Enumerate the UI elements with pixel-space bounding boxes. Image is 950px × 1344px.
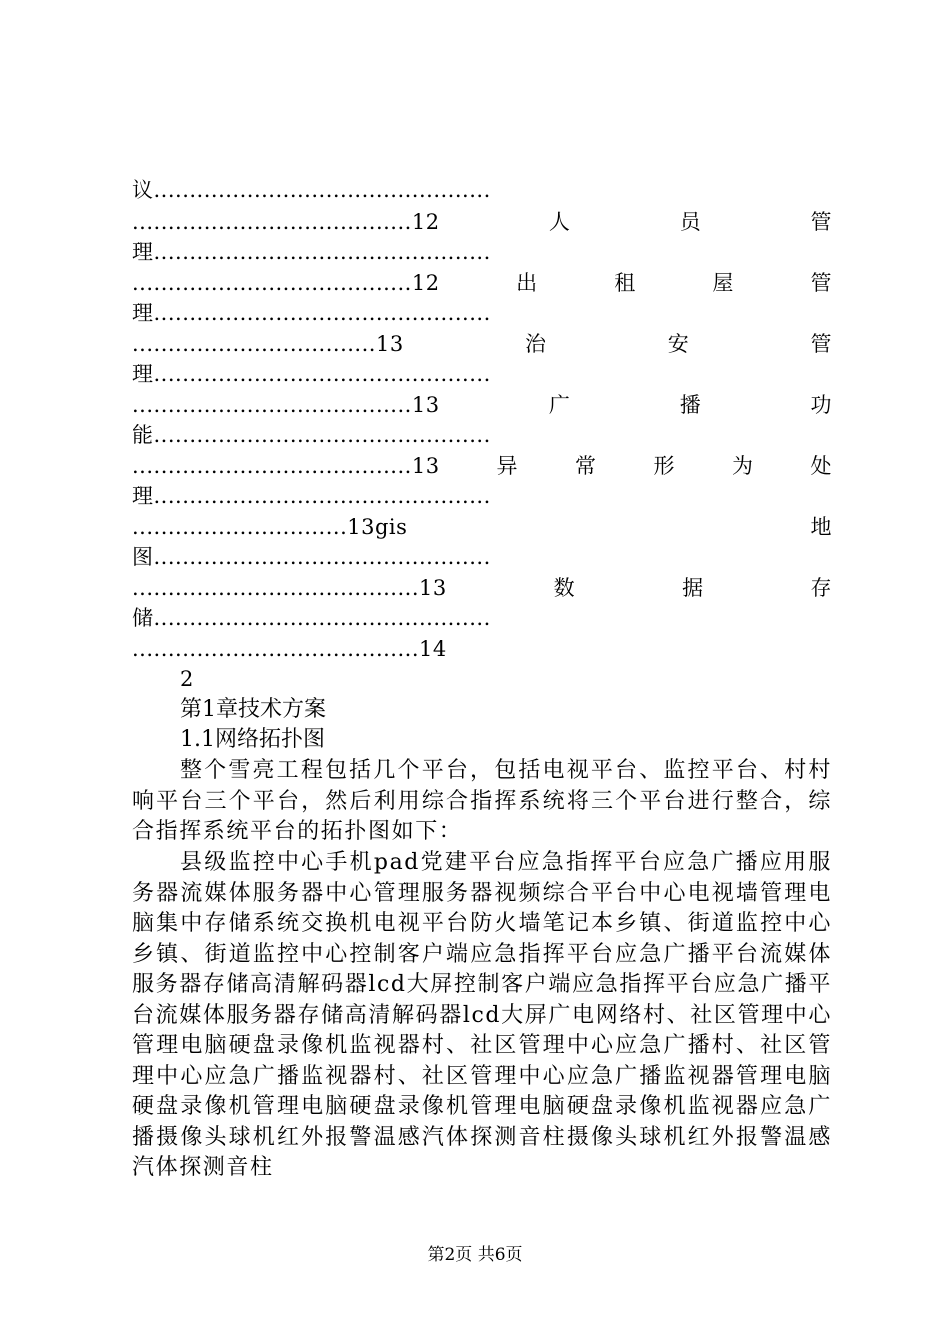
toc-line-6 [132, 329, 832, 359]
toc-line-8 [132, 390, 832, 420]
toc-word: 管 [810, 271, 832, 295]
paragraph-topology: 县级监控中心手机pad党建平台应急指挥平台应急广播应用服务器流媒体服务器中心管理服务器视频综合平台中心电视墙管理电脑集中存储系统交换机电视平台防火墙笔记本乡镇、街道监控中心乡镇、街道监控中心控制客户端应急指挥平台应急广播平台流媒体服务器存储高清解码器lcd大屏控制客户端应急指挥平台应急广播平台流媒体服务器存储高清解码器lcd大屏广电网络村、社区管理中心管理电脑硬盘录像机监视器村、社区管理中心应急广播村、社区管理中心应急广播监视器村、社区管理中心应急广播监视器管理电脑硬盘录像机管理电脑硬盘录像机管理电脑硬盘录像机监视器应急广播摄像头球机红外报警温感汽体探测音柱摄像头球机红外报警温感汽体探测音柱 [132, 850, 832, 1180]
toc-line-12 [132, 512, 832, 542]
toc-word: 人 [548, 210, 571, 234]
toc-line-5: 理............................................... [132, 301, 491, 325]
toc-word: 广 [548, 393, 571, 417]
toc-line-15: 储............................................... [132, 606, 491, 630]
toc-dots: ........................................13 [132, 576, 447, 600]
toc-word: 据 [682, 576, 704, 600]
chapter-heading: 第1章技术方案 [180, 697, 326, 722]
toc-word: 屋 [712, 271, 734, 295]
toc-line-14 [132, 573, 832, 603]
toc-dots: .......................................12 [132, 271, 440, 295]
toc-line-16: ........................................14 [132, 637, 447, 661]
toc-word: 治 [524, 332, 547, 356]
toc-line-4 [132, 268, 832, 298]
paragraph-intro: 整个雪亮工程包括几个平台，包括电视平台、监控平台、村村响平台三个平台，然后利用综合指挥系统将三个平台进行整合，综合指挥系统平台的拓扑图如下： [132, 758, 832, 844]
toc-word: 地 [810, 515, 832, 539]
toc-line-13: 图............................................... [132, 545, 491, 569]
toc-word: 常 [575, 454, 597, 478]
toc-line-7: 理............................................... [132, 362, 491, 386]
page-number-marker: 2 [180, 667, 194, 691]
toc-word: 处 [810, 454, 832, 478]
toc-word: 员 [679, 210, 702, 234]
toc-word: 数 [553, 576, 576, 600]
toc-word: 为 [732, 454, 754, 478]
toc-dots: .......................................13 [132, 454, 440, 478]
toc-word: 安 [667, 332, 690, 356]
toc-line-2 [132, 207, 832, 237]
toc-word: 出 [516, 271, 538, 295]
toc-line-1: 议............................................... [132, 178, 491, 202]
toc-dots: .......................................12 [132, 210, 440, 234]
toc-dots: ..................................13 [132, 332, 404, 356]
section-heading: 1.1网络拓扑图 [180, 727, 325, 752]
toc-word: 形 [653, 454, 676, 478]
toc-word: 播 [679, 393, 702, 417]
toc-dots: ..............................13gis [132, 515, 408, 539]
toc-word: 管 [810, 210, 832, 234]
toc-word: 管 [810, 332, 832, 356]
toc-line-9: 能............................................... [132, 423, 491, 447]
toc-word: 存 [810, 576, 832, 600]
toc-word: 异 [496, 454, 519, 478]
toc-word: 功 [810, 393, 832, 417]
toc-line-11: 理............................................... [132, 484, 491, 508]
page-footer: 第2页 共6页 [427, 1245, 523, 1265]
toc-word: 租 [614, 271, 636, 295]
toc-line-10 [132, 451, 832, 481]
toc-line-3: 理............................................... [132, 240, 491, 264]
toc-dots: .......................................13 [132, 393, 440, 417]
